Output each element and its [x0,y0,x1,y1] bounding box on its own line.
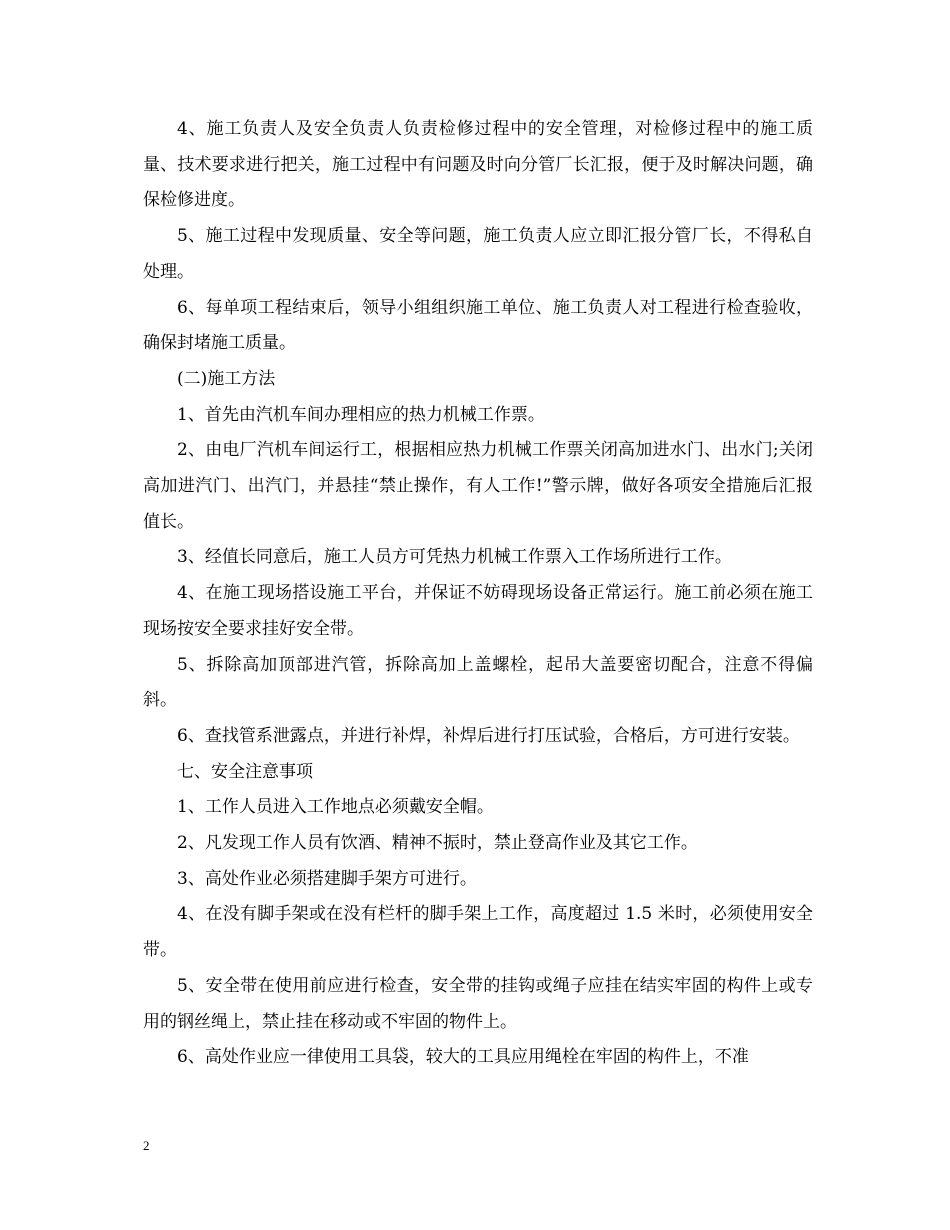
section-heading-safety-notes: 七、安全注意事项 [177,761,313,782]
paragraph-method-step-2: 2、由电厂汽机车间运行工，根据相应热力机械工作票关闭高加进水门、出水门;关闭高加进汽门、出汽门，并悬挂“禁止操作，有人工作!”警示牌，做好各项安全措施后汇报值长。 [143,440,813,532]
paragraph-safety-item-6: 6、高处作业应一律使用工具袋，较大的工具应用绳栓在牢固的构件上，不准 [177,1047,749,1068]
paragraph-method-step-1: 1、首先由汽机车间办理相应的热力机械工作票。 [177,404,545,425]
section-heading-construction-method: (二)施工方法 [177,368,276,389]
paragraph-method-step-5: 5、拆除高加顶部进汽管，拆除高加上盖螺栓，起吊大盖要密切配合，注意不得偏斜。 [143,654,813,711]
paragraph-method-step-6: 6、查找管系泄露点，并进行补焊，补焊后进行打压试验，合格后，方可进行安装。 [177,725,800,746]
paragraph-safety-item-3: 3、高处作业必须搭建脚手架方可进行。 [177,868,477,889]
paragraph-project-acceptance: 6、每单项工程结束后，领导小组组织施工单位、施工负责人对工程进行检查验收，确保封堵施工质量。 [143,297,813,354]
document-body [143,112,813,1076]
paragraph-repair-responsibility: 4、施工负责人及安全负责人负责检修过程中的安全管理，对检修过程中的施工质量、技术要求进行把关，施工过程中有问题及时向分管厂长汇报，便于及时解决问题，确保检修进度。 [143,119,813,211]
paragraph-safety-item-2: 2、凡发现工作人员有饮酒、精神不振时，禁止登高作业及其它工作。 [177,833,698,854]
page-number: 2 [143,1138,150,1153]
paragraph-method-step-3: 3、经值长同意后，施工人员方可凭热力机械工作票入工作场所进行工作。 [177,547,732,568]
paragraph-safety-item-4: 4、在没有脚手架或在没有栏杆的脚手架上工作，高度超过 1.5 米时，必须使用安全带。 [143,904,813,961]
paragraph-problem-reporting: 5、施工过程中发现质量、安全等问题，施工负责人应立即汇报分管厂长，不得私自处理。 [143,226,813,282]
paragraph-safety-item-5: 5、安全带在使用前应进行检查，安全带的挂钩或绳子应挂在结实牢固的构件上或专用的钢丝绳上，禁止挂在移动或不牢固的物件上。 [143,975,813,1032]
paragraph-safety-item-1: 1、工作人员进入工作地点必须戴安全帽。 [177,797,494,818]
paragraph-method-step-4: 4、在施工现场搭设施工平台，并保证不妨碍现场设备正常运行。施工前必须在施工现场按安全要求挂好安全带。 [143,583,813,639]
